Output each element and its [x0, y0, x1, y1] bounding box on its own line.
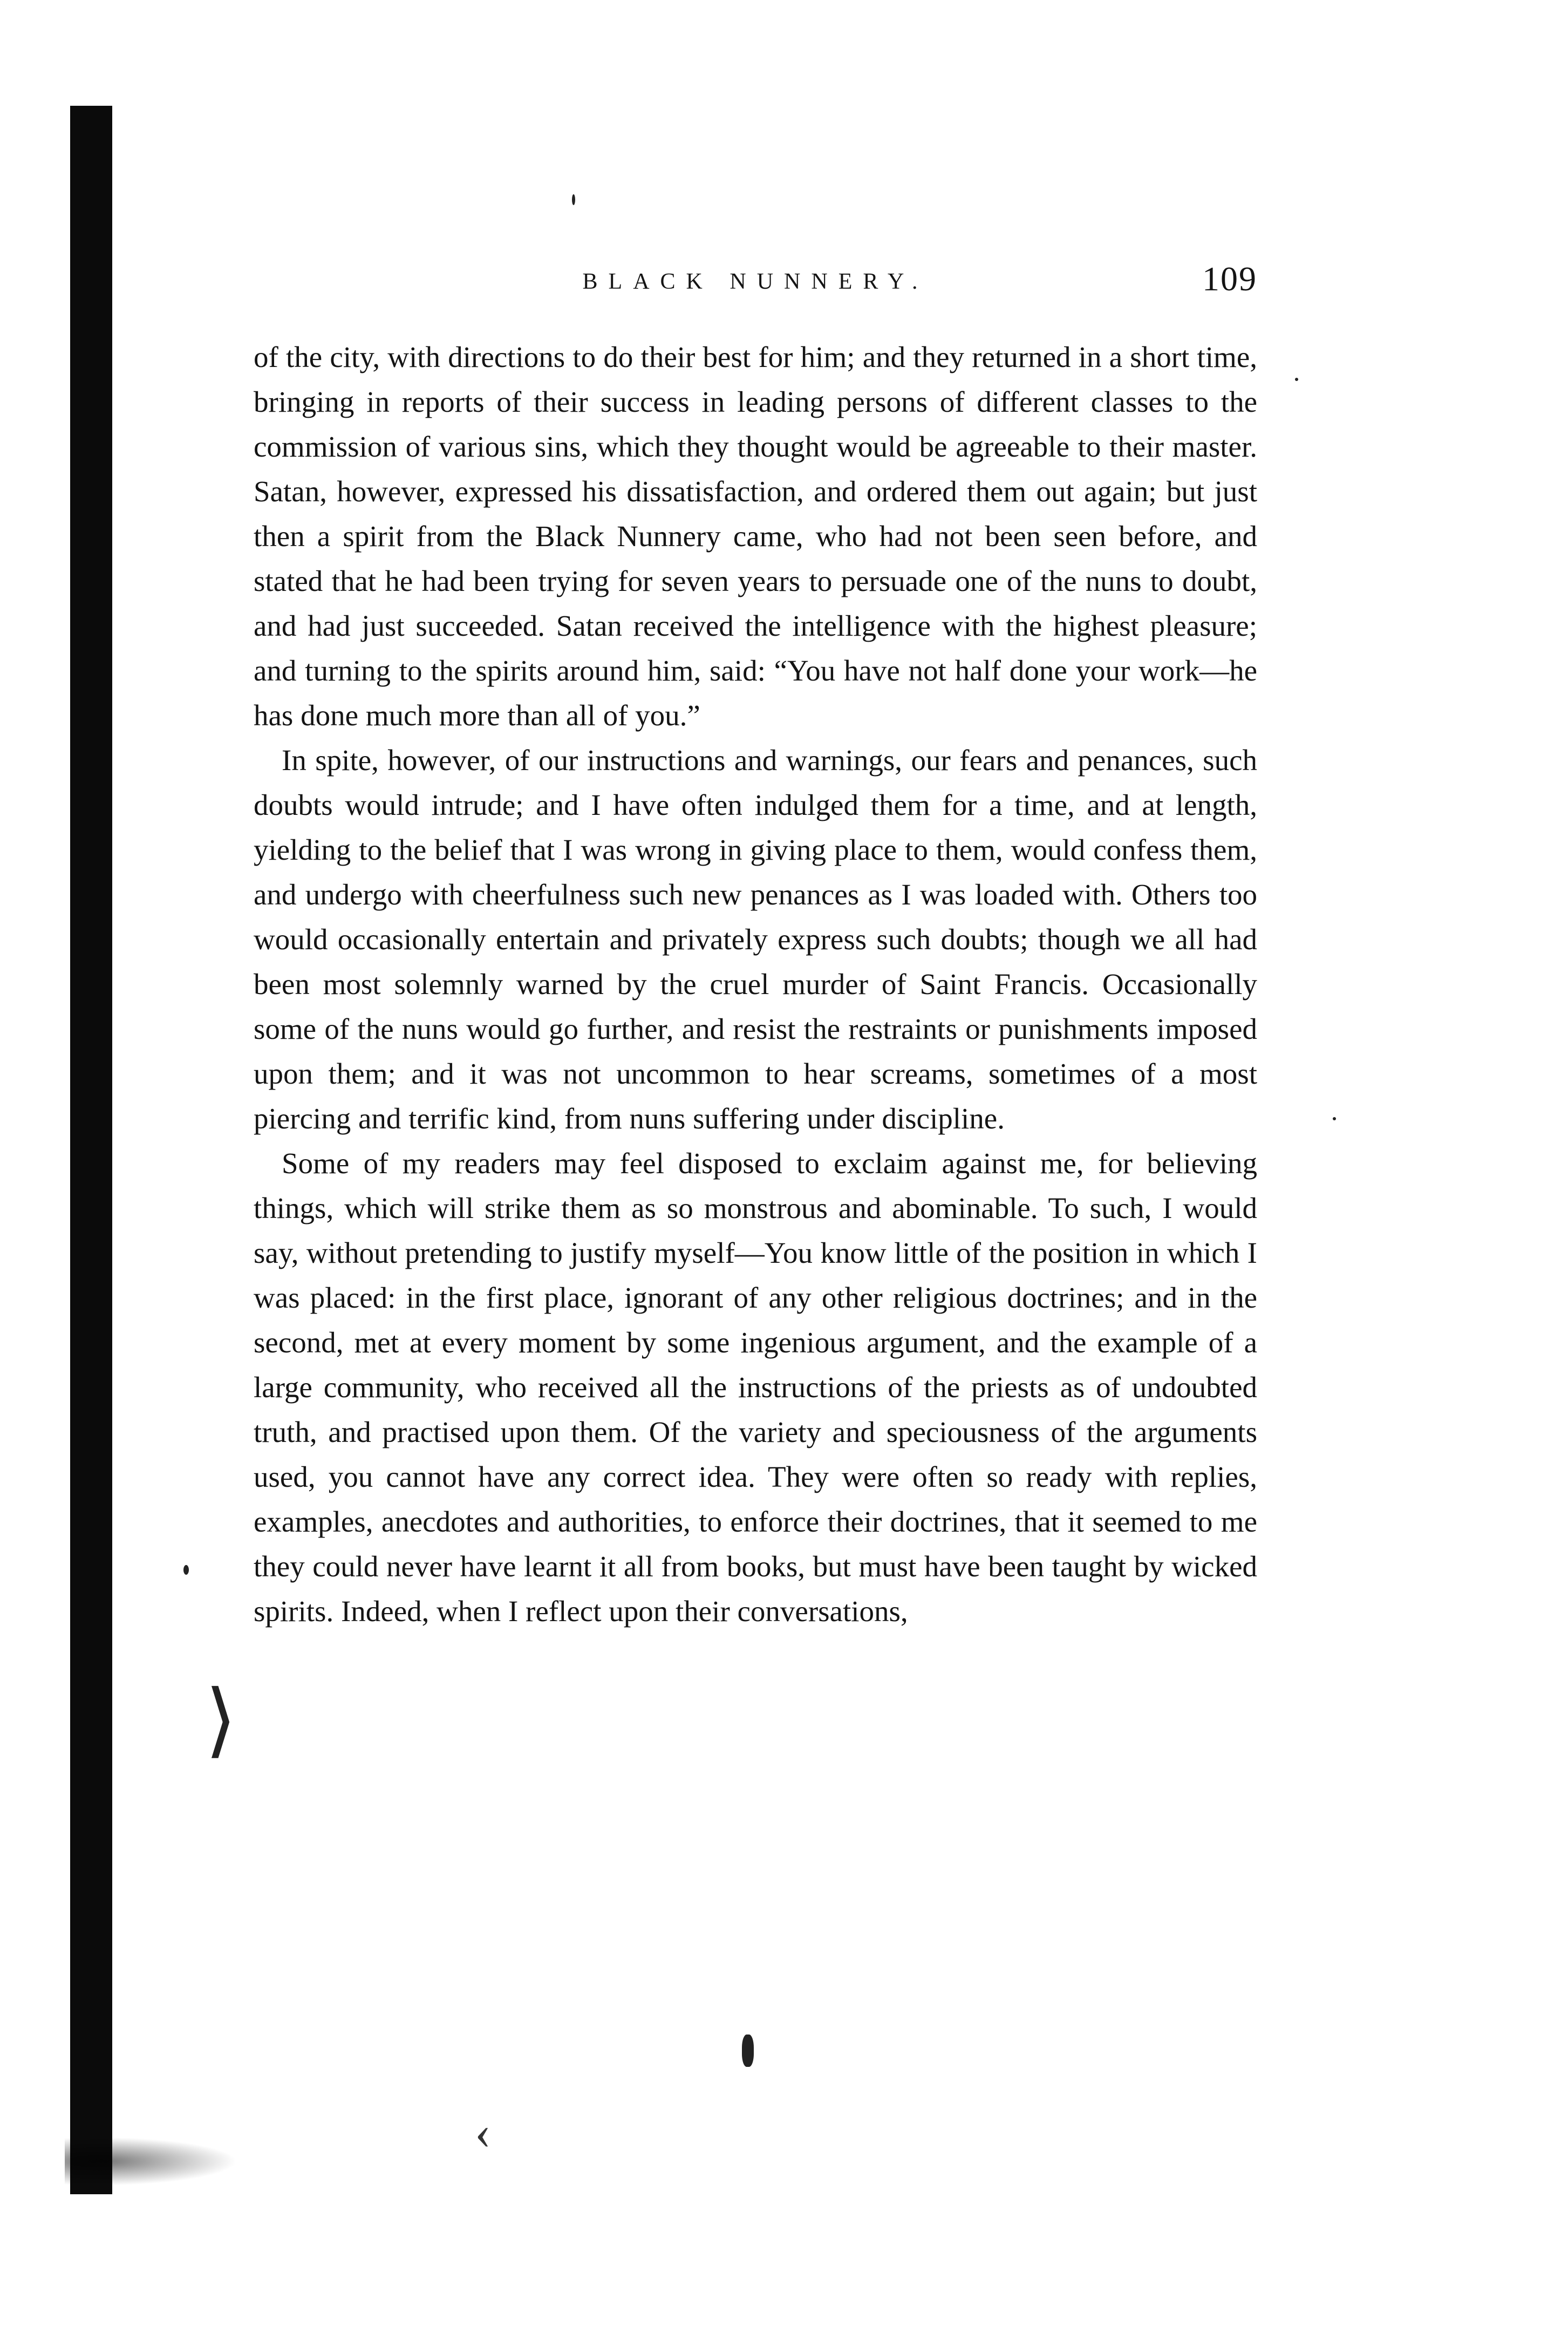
page-header	[254, 259, 1257, 324]
ink-speck	[1333, 1117, 1336, 1120]
ink-speck	[1295, 378, 1298, 381]
ink-speck	[742, 2035, 754, 2067]
margin-bracket-mark: ⟩	[205, 1676, 237, 1765]
page-number: 109	[1202, 260, 1257, 298]
paragraph-continued: of the city, with directions to do their best for him; and they returned in a short time, bringing in reports of their success in leading persons of different classes to the commission of various sins, which they thought would be agreeable to their master. Satan, however, expressed his dissatisfaction, and ordered them out again; but just then a spirit from the Black Nunnery came, who had not been seen before, and stated that he had been trying for seven years to persuade one of the nuns to doubt, and had just succeeded. Satan received the intelligence with the highest pleasure; and turning to the spirits around him, said: “You have not half done your work—he has done much more than all of you.”	[254, 341, 1257, 732]
paragraph-doubts: In spite, however, of our instructions and warnings, our fears and penances, such doubts would intrude; and I have often indulged them for a time, and at length, yielding to the belief that I was wrong in giving place to them, would confess them, and undergo with cheerfulness such new penances as I was loaded with. Others too would occasionally entertain and privately express such doubts; though we all had been most solemnly warned by the cruel murder of Saint Francis. Occasionally some of the nuns would go further, and resist the restraints or punishments imposed upon them; and it was not uncommon to hear screams, sometimes of a most piercing and terrific kind, from nuns suffering under discipline.	[254, 744, 1257, 1135]
ink-speck	[572, 194, 575, 205]
paragraph-readers: Some of my readers may feel disposed to exclaim against me, for believing things, which will strike them as so monstrous and abominable. To such, I would say, without pretending to justify myself—You know little of the position in which I was placed: in the first place, ignorant of any other religious doctrines; and in the second, met at every moment by some ingenious argument, and the example of a large community, who received all the instructions of the priests as of undoubted truth, and practised upon them. Of the variety and speciousness of the arguments used, you cannot have any correct idea. They were often so ready with replies, examples, anecdotes and authorities, to enforce their doctrines, that it seemed to me they could never have learnt it all from books, but must have been taught by wicked spirits. Indeed, when I reflect upon their conversations,	[254, 1147, 1257, 1628]
binding-shadow	[70, 106, 112, 2194]
book-page	[254, 259, 1257, 1634]
scan-smudge	[65, 2137, 237, 2186]
ink-speck	[183, 1565, 189, 1575]
margin-pencil-mark: ‹	[475, 2106, 491, 2159]
body-text	[254, 335, 1257, 1634]
running-title: BLACK NUNNERY.	[582, 269, 929, 294]
